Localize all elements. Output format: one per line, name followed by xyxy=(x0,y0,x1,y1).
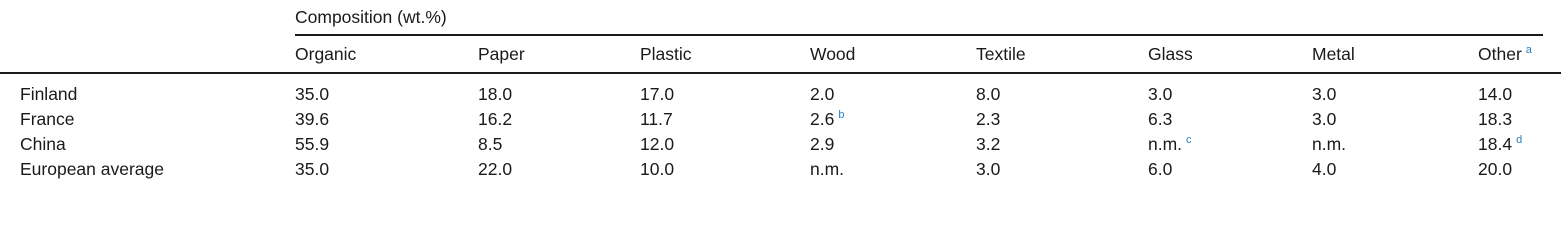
group-header-rule xyxy=(295,34,1543,36)
column-header-paper xyxy=(478,44,525,64)
cell-finland-wood xyxy=(810,84,834,104)
cell-finland-textile xyxy=(976,84,1000,104)
column-header-glass-text: Glass xyxy=(1148,44,1193,64)
cell-european-average-organic-text: 35.0 xyxy=(295,159,330,179)
cell-china-glass xyxy=(1148,134,1192,157)
cell-finland-glass xyxy=(1148,84,1172,104)
cell-finland-metal-text: 3.0 xyxy=(1312,84,1337,104)
cell-france-metal xyxy=(1312,109,1336,129)
cell-finland-other-text: 14.0 xyxy=(1478,84,1513,104)
cell-european-average-textile xyxy=(976,159,1000,179)
cell-european-average-other-text: 20.0 xyxy=(1478,159,1513,179)
column-header-plastic-text: Plastic xyxy=(640,44,692,64)
cell-france-metal-text: 3.0 xyxy=(1312,109,1337,129)
cell-european-average-glass-text: 6.0 xyxy=(1148,159,1173,179)
footnote-marker: a xyxy=(1525,44,1532,56)
row-label-european-average xyxy=(20,159,164,179)
cell-european-average-glass xyxy=(1148,159,1172,179)
cell-china-plastic-text: 12.0 xyxy=(640,134,675,154)
cell-france-plastic xyxy=(640,109,673,129)
cell-european-average-paper xyxy=(478,159,512,179)
cell-france-textile xyxy=(976,109,1000,129)
cell-finland-textile-text: 8.0 xyxy=(976,84,1001,104)
row-label-france-text: France xyxy=(20,109,75,129)
column-header-other-text: Other xyxy=(1478,44,1522,64)
cell-european-average-organic xyxy=(295,159,329,179)
cell-finland-organic-text: 35.0 xyxy=(295,84,330,104)
cell-finland-paper xyxy=(478,84,512,104)
row-label-france xyxy=(20,109,74,129)
cell-european-average-plastic-text: 10.0 xyxy=(640,159,675,179)
cell-finland-wood-text: 2.0 xyxy=(810,84,835,104)
column-header-metal-text: Metal xyxy=(1312,44,1355,64)
cell-finland-glass-text: 3.0 xyxy=(1148,84,1173,104)
cell-finland-other xyxy=(1478,84,1512,104)
column-header-organic xyxy=(295,44,356,64)
cell-china-wood-text: 2.9 xyxy=(810,134,835,154)
row-label-china-text: China xyxy=(20,134,66,154)
cell-france-organic xyxy=(295,109,329,129)
cell-european-average-plastic xyxy=(640,159,674,179)
cell-china-organic-text: 55.9 xyxy=(295,134,330,154)
cell-finland-organic xyxy=(295,84,329,104)
row-label-european-average-text: European average xyxy=(20,159,164,179)
cell-france-other-text: 18.3 xyxy=(1478,109,1513,129)
cell-china-other-text: 18.4 xyxy=(1478,134,1513,154)
cell-china-plastic xyxy=(640,134,674,154)
cell-china-wood xyxy=(810,134,834,154)
footnote-marker: d xyxy=(1516,134,1523,146)
cell-france-paper-text: 16.2 xyxy=(478,109,513,129)
column-header-textile xyxy=(976,44,1026,64)
cell-china-organic xyxy=(295,134,329,154)
cell-china-metal xyxy=(1312,134,1346,154)
cell-france-glass-text: 6.3 xyxy=(1148,109,1173,129)
cell-european-average-wood xyxy=(810,159,844,179)
row-label-finland-text: Finland xyxy=(20,84,78,104)
cell-china-paper xyxy=(478,134,502,154)
footnote-marker: c xyxy=(1186,134,1192,146)
cell-china-glass-text: n.m. xyxy=(1148,134,1183,154)
column-header-wood xyxy=(810,44,855,64)
cell-france-plastic-text: 11.7 xyxy=(640,109,673,129)
cell-france-paper xyxy=(478,109,512,129)
column-header-other xyxy=(1478,44,1532,67)
cell-european-average-metal-text: 4.0 xyxy=(1312,159,1337,179)
cell-france-organic-text: 39.6 xyxy=(295,109,330,129)
footnote-marker: b xyxy=(838,109,845,121)
group-header: Composition (wt.%) xyxy=(295,7,447,27)
header-bottom-rule xyxy=(0,72,1561,74)
cell-finland-plastic xyxy=(640,84,674,104)
row-label-china xyxy=(20,134,66,154)
column-header-plastic xyxy=(640,44,692,64)
column-header-wood-text: Wood xyxy=(810,44,856,64)
cell-finland-plastic-text: 17.0 xyxy=(640,84,675,104)
cell-european-average-metal xyxy=(1312,159,1336,179)
cell-china-textile xyxy=(976,134,1000,154)
cell-european-average-other xyxy=(1478,159,1512,179)
cell-china-textile-text: 3.2 xyxy=(976,134,1001,154)
column-header-glass xyxy=(1148,44,1193,64)
column-header-textile-text: Textile xyxy=(976,44,1026,64)
column-header-paper-text: Paper xyxy=(478,44,525,64)
cell-china-paper-text: 8.5 xyxy=(478,134,503,154)
cell-france-wood xyxy=(810,109,844,132)
cell-china-other xyxy=(1478,134,1522,157)
cell-european-average-paper-text: 22.0 xyxy=(478,159,513,179)
cell-france-glass xyxy=(1148,109,1172,129)
cell-france-other xyxy=(1478,109,1512,129)
cell-china-metal-text: n.m. xyxy=(1312,134,1347,154)
column-header-metal xyxy=(1312,44,1355,64)
cell-finland-metal xyxy=(1312,84,1336,104)
cell-france-textile-text: 2.3 xyxy=(976,109,1001,129)
column-header-organic-text: Organic xyxy=(295,44,357,64)
cell-european-average-textile-text: 3.0 xyxy=(976,159,1001,179)
row-label-finland xyxy=(20,84,77,104)
cell-france-wood-text: 2.6 xyxy=(810,109,835,129)
cell-european-average-wood-text: n.m. xyxy=(810,159,845,179)
cell-finland-paper-text: 18.0 xyxy=(478,84,513,104)
